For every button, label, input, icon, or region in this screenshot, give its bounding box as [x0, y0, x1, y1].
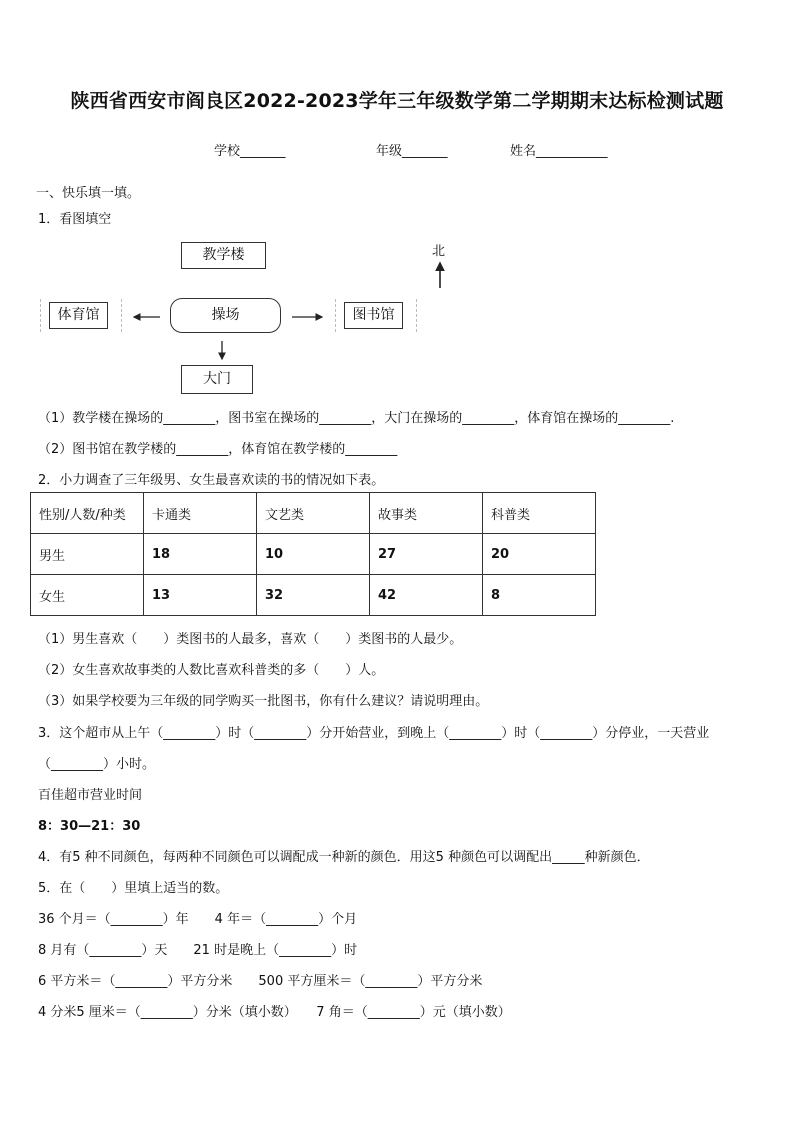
- table-cell: 女生: [31, 575, 144, 616]
- table-header-cell: 性别/人数/种类: [31, 493, 144, 534]
- table-header-cell: 科普类: [483, 493, 596, 534]
- table-cell: 10: [257, 534, 370, 575]
- table-cell: 27: [370, 534, 483, 575]
- question-2-title: 2．小力调查了三年级男、女生最喜欢读的书的情况如下表。: [38, 473, 385, 488]
- book-survey-table: [30, 492, 596, 616]
- page-title: 陕西省西安市阎良区2022-2023学年三年级数学第二学期期末达标检测试题: [70, 90, 724, 112]
- library-box: 图书馆: [344, 302, 403, 329]
- question-5-line: 8 月有（________）天 21 时是晚上（________）时: [38, 943, 358, 958]
- diagram-arrows: [0, 0, 794, 420]
- question-3-line2: （________）小时。: [38, 757, 156, 772]
- question-1-sub2: （2）图书馆在教学楼的________，体育馆在教学楼的________: [38, 442, 398, 457]
- store-name: 百佳超市营业时间: [38, 788, 143, 803]
- question-5-line: 6 平方米＝（________）平方分米 500 平方厘米＝（________）平方分米: [38, 974, 483, 989]
- section-heading: 一、快乐填一填。: [36, 186, 141, 201]
- question-5-title: 5．在（ ）里填上适当的数。: [38, 881, 229, 896]
- question-2-sub1: （1）男生喜欢（ ）类图书的人最多，喜欢（ ）类图书的人最少。: [38, 632, 463, 647]
- table-row: [31, 575, 596, 616]
- playground-box: 操场: [170, 298, 281, 333]
- teaching-building-box: 教学楼: [181, 242, 266, 269]
- gate-box: 大门: [181, 365, 253, 394]
- table-cell: 18: [144, 534, 257, 575]
- question-3-line1: 3．这个超市从上午（________）时（________）分开始营业，到晚上（________）时（________）分停业，一天营业: [38, 726, 710, 741]
- question-5-line: 4 分米5 厘米＝（________）分米（填小数） 7 角＝（________）元（填小数）: [38, 1005, 511, 1020]
- question-2-sub3: （3）如果学校要为三年级的同学购买一批图书，你有什么建议？请说明理由。: [38, 694, 489, 709]
- table-row: [31, 534, 596, 575]
- question-2-sub2: （2）女生喜欢故事类的人数比喜欢科普类的多（ ）人。: [38, 663, 385, 678]
- gym-box: 体育馆: [49, 302, 108, 329]
- table-cell: 32: [257, 575, 370, 616]
- north-label: 北: [432, 244, 446, 259]
- table-cell: 8: [483, 575, 596, 616]
- grade-field: 年级_______: [376, 144, 448, 159]
- school-field: 学校_______: [214, 144, 286, 159]
- question-1-sub1: （1）教学楼在操场的________，图书室在操场的________，大门在操场的________，体育馆在操场的________.: [38, 411, 675, 426]
- table-cell: 13: [144, 575, 257, 616]
- table-cell: 男生: [31, 534, 144, 575]
- table-cell: 20: [483, 534, 596, 575]
- table-header-cell: 文艺类: [257, 493, 370, 534]
- store-hours: 8：30—21：30: [38, 819, 141, 834]
- question-1-title: 1．看图填空: [38, 212, 112, 227]
- table-header-cell: 卡通类: [144, 493, 257, 534]
- name-field: 姓名___________: [510, 144, 608, 159]
- question-5-line: 36 个月＝（________）年 4 年＝（________）个月: [38, 912, 358, 927]
- table-cell: 42: [370, 575, 483, 616]
- table-header-row: [31, 493, 596, 534]
- question-4: 4．有5 种不同颜色，每两种不同颜色可以调配成一种新的颜色．用这5 种颜色可以调配出_____种新颜色．: [38, 850, 650, 865]
- table-header-cell: 故事类: [370, 493, 483, 534]
